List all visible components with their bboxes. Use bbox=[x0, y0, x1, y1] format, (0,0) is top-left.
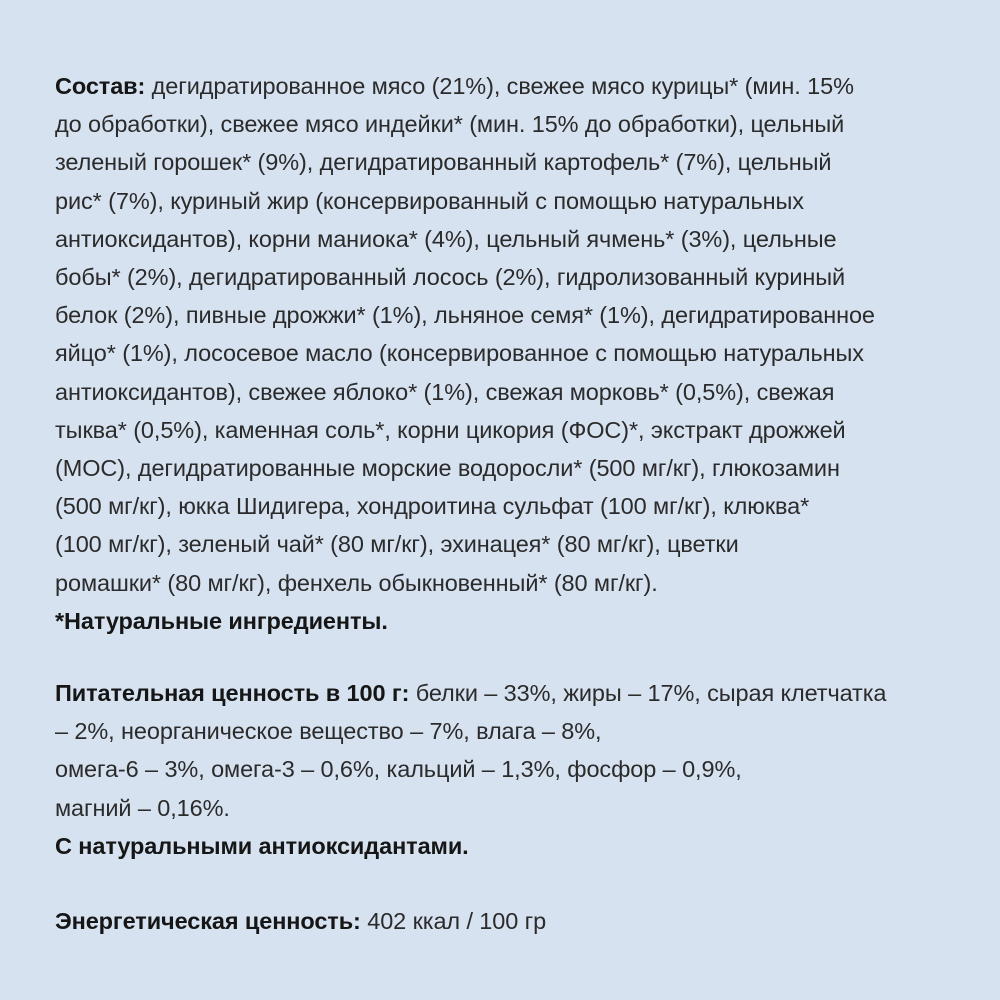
composition-line: (500 мг/кг), юкка Шидигера, хондроитина сульфат (100 мг/кг), клюква* bbox=[55, 493, 810, 520]
nutrition-line: омега-6 – 3%, омега-3 – 0,6%, кальций – 1,3%, фосфор – 0,9%, bbox=[55, 756, 742, 783]
energy-value: 402 ккал / 100 гр bbox=[360, 908, 547, 934]
composition-line: тыква* (0,5%), каменная соль*, корни цикория (ФОС)*, экстракт дрожжей bbox=[55, 416, 846, 443]
antioxidants-note: С натуральными антиоксидантами. bbox=[55, 832, 469, 859]
nutrition-text: белки – 33%, жиры – 17%, сырая клетчатка bbox=[409, 680, 887, 706]
composition-section bbox=[55, 67, 875, 640]
nutrition-line: магний – 0,16%. bbox=[55, 794, 230, 821]
composition-line: антиоксидантов), корни маниока* (4%), цельный ячмень* (3%), цельные bbox=[55, 225, 837, 252]
composition-line: зеленый горошек* (9%), дегидратированный картофель* (7%), цельный bbox=[55, 149, 832, 176]
nutrition-line: – 2%, неорганическое вещество – 7%, влага – 8%, bbox=[55, 718, 602, 745]
nutrition-label: Питательная ценность в 100 г: bbox=[55, 680, 410, 706]
composition-line: (МОС), дегидратированные морские водоросли* (500 мг/кг), глюкозамин bbox=[55, 455, 840, 482]
nutrition-line bbox=[55, 674, 886, 712]
composition-line: до обработки), свежее мясо индейки* (мин. 15% до обработки), цельный bbox=[55, 111, 845, 138]
composition-line: ромашки* (80 мг/кг), фенхель обыкновенный* (80 мг/кг). bbox=[55, 569, 658, 596]
composition-label: Состав: bbox=[55, 73, 146, 99]
nutrition-section bbox=[55, 674, 886, 865]
energy-section bbox=[55, 902, 546, 940]
natural-ingredients-footnote: *Натуральные ингредиенты. bbox=[55, 607, 388, 634]
energy-label: Энергетическая ценность: bbox=[55, 908, 361, 934]
composition-line: антиоксидантов), свежее яблоко* (1%), свежая морковь* (0,5%), свежая bbox=[55, 378, 835, 405]
composition-line: рис* (7%), куриный жир (консервированный с помощью натуральных bbox=[55, 187, 804, 214]
composition-line: белок (2%), пивные дрожжи* (1%), льняное семя* (1%), дегидратированное bbox=[55, 302, 875, 329]
composition-text: дегидратированное мясо (21%), свежее мясо курицы* (мин. 15% bbox=[145, 73, 854, 99]
composition-line: (100 мг/кг), зеленый чай* (80 мг/кг), эхинацея* (80 мг/кг), цветки bbox=[55, 531, 739, 558]
composition-line bbox=[55, 67, 875, 105]
energy-line bbox=[55, 902, 546, 940]
composition-line: бобы* (2%), дегидратированный лосось (2%), гидролизованный куриный bbox=[55, 264, 846, 291]
composition-line: яйцо* (1%), лососевое масло (консервированное с помощью натуральных bbox=[55, 340, 864, 367]
